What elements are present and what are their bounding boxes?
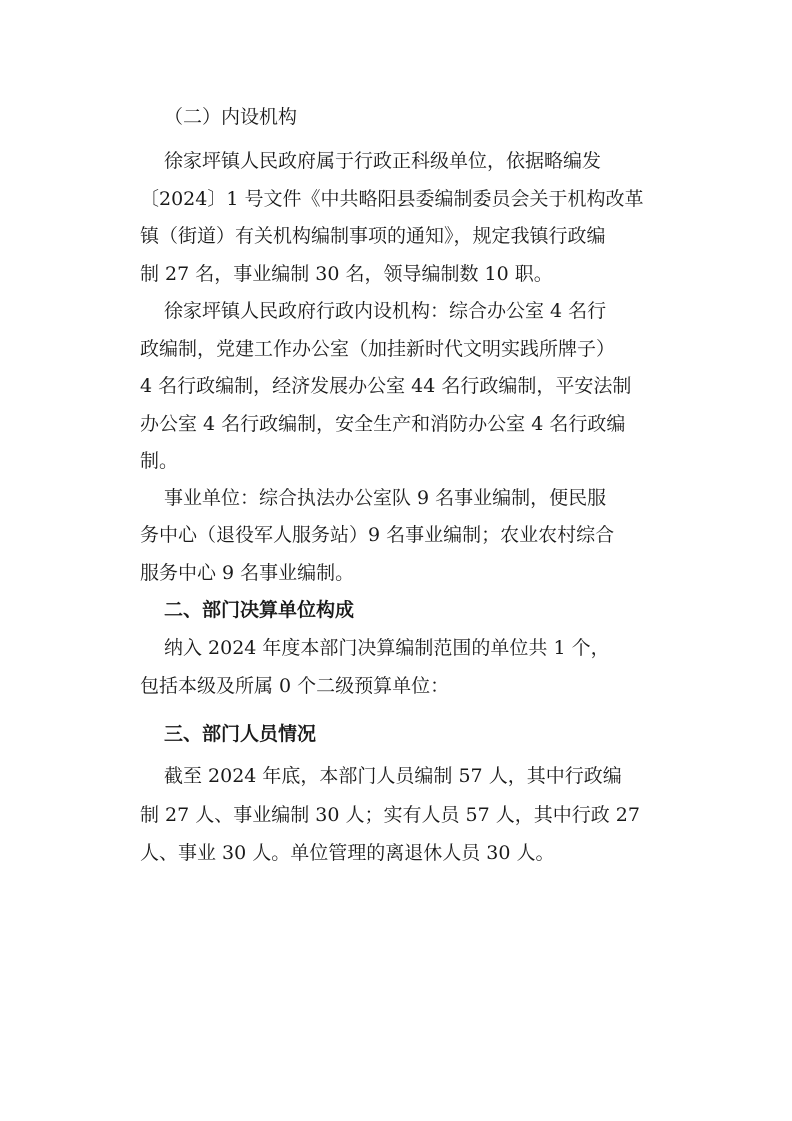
paragraph-line: 纳入 2024 年度本部门决算编制范围的单位共 1 个， — [164, 637, 610, 659]
paragraph-line: 服务中心 9 名事业编制。 — [140, 562, 355, 584]
section-heading-staff: 三、部门人员情况 — [164, 723, 317, 745]
paragraph-line: 制。 — [140, 450, 179, 472]
paragraph-line: 徐家坪镇人民政府行政内设机构：综合办公室 4 名行 — [164, 300, 607, 322]
section-heading-budget-units: 二、部门决算单位构成 — [164, 599, 355, 621]
paragraph-line: 徐家坪镇人民政府属于行政正科级单位，依据略编发 — [164, 150, 602, 172]
paragraph-line: 镇（街道）有关机构编制事项的通知》，规定我镇行政编 — [140, 225, 606, 247]
paragraph-line: 制 27 名，事业编制 30 名，领导编制数 10 职。 — [140, 263, 553, 285]
paragraph-line: 包括本级及所属 0 个二级预算单位： — [140, 675, 450, 697]
paragraph-line: 务中心（退役军人服务站）9 名事业编制；农业农村综合 — [140, 524, 615, 546]
section-heading-internal-structure: （二）内设机构 — [164, 106, 298, 128]
paragraph-line: 4 名行政编制，经济发展办公室 44 名行政编制，平安法制 — [140, 375, 632, 397]
paragraph-line: 办公室 4 名行政编制，安全生产和消防办公室 4 名行政编 — [140, 413, 626, 435]
paragraph-line: 〔2024〕1 号文件《中共略阳县委编制委员会关于机构改革 — [140, 188, 644, 210]
paragraph-line: 政编制，党建工作办公室（加挂新时代文明实践所牌子） — [140, 338, 616, 360]
paragraph-line: 事业单位：综合执法办公室队 9 名事业编制，便民服 — [164, 487, 607, 509]
paragraph-line: 人、事业 30 人。单位管理的离退休人员 30 人。 — [140, 842, 555, 864]
paragraph-line: 截至 2024 年底，本部门人员编制 57 人，其中行政编 — [164, 765, 622, 787]
paragraph-line: 制 27 人、事业编制 30 人；实有人员 57 人，其中行政 27 — [140, 804, 640, 826]
